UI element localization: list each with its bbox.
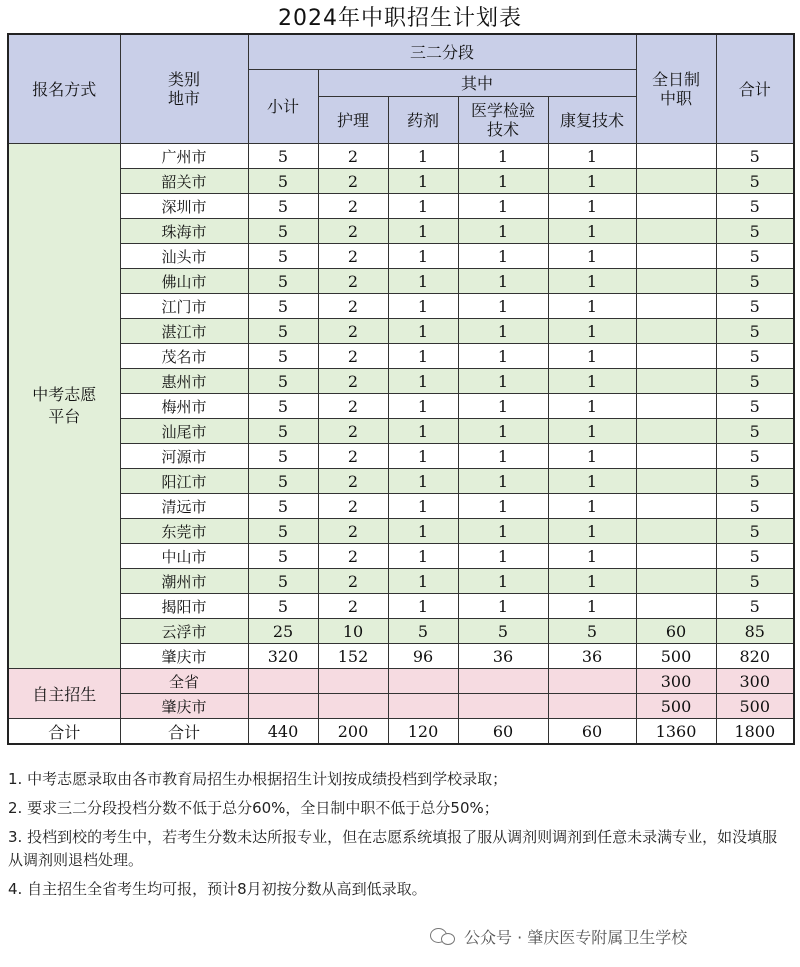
platform-label-line1: 中考志愿 — [32, 385, 97, 404]
rehab-cell: 1 — [548, 469, 636, 494]
total-cell: 500 — [716, 694, 794, 719]
pharmacy-cell: 1 — [388, 194, 458, 219]
table-row — [8, 369, 794, 394]
grand-total-row — [8, 719, 794, 745]
total-cell: 5 — [716, 469, 794, 494]
header-method: 报名方式 — [8, 34, 120, 144]
header-lab-line1: 医学检验 — [470, 101, 535, 120]
city-cell: 揭阳市 — [120, 594, 248, 619]
grand-total-rehab: 60 — [548, 719, 636, 745]
total-cell: 5 — [716, 219, 794, 244]
lab-cell: 1 — [458, 269, 548, 294]
subtotal-cell: 5 — [248, 144, 318, 169]
table-row — [8, 244, 794, 269]
fulltime-cell — [636, 344, 716, 369]
table-row — [8, 694, 794, 719]
table-row — [8, 194, 794, 219]
pharmacy-cell: 1 — [388, 394, 458, 419]
nursing-cell: 152 — [318, 644, 388, 669]
watermark — [430, 922, 687, 950]
city-cell: 茂名市 — [120, 344, 248, 369]
subtotal-cell: 5 — [248, 594, 318, 619]
subtotal-cell: 5 — [248, 219, 318, 244]
nursing-cell: 2 — [318, 194, 388, 219]
table-row — [8, 144, 794, 169]
rehab-cell: 1 — [548, 144, 636, 169]
city-cell: 东莞市 — [120, 519, 248, 544]
self-enroll-label: 自主招生 — [8, 669, 120, 719]
city-cell: 韶关市 — [120, 169, 248, 194]
pharmacy-cell: 1 — [388, 519, 458, 544]
lab-cell: 1 — [458, 194, 548, 219]
watermark-text: 公众号 · 肇庆医专附属卫生学校 — [464, 927, 688, 947]
pharmacy-cell: 1 — [388, 444, 458, 469]
city-cell: 中山市 — [120, 544, 248, 569]
lab-cell: 1 — [458, 569, 548, 594]
nursing-cell: 2 — [318, 144, 388, 169]
city-cell: 湛江市 — [120, 319, 248, 344]
subtotal-cell: 5 — [248, 269, 318, 294]
fulltime-cell — [636, 169, 716, 194]
nursing-cell: 10 — [318, 619, 388, 644]
lab-cell: 1 — [458, 144, 548, 169]
subtotal-cell: 5 — [248, 469, 318, 494]
empty-cell — [318, 669, 388, 694]
total-cell: 820 — [716, 644, 794, 669]
empty-cell — [248, 694, 318, 719]
empty-cell — [458, 694, 548, 719]
note-4: 4. 自主招生全省考生均可报，预计8月初按分数从高到低录取。 — [8, 880, 427, 898]
nursing-cell: 2 — [318, 219, 388, 244]
pharmacy-cell: 1 — [388, 569, 458, 594]
rehab-cell: 1 — [548, 519, 636, 544]
fulltime-cell — [636, 419, 716, 444]
pharmacy-cell: 1 — [388, 544, 458, 569]
total-cell: 5 — [716, 269, 794, 294]
pharmacy-cell: 1 — [388, 244, 458, 269]
lab-cell: 1 — [458, 519, 548, 544]
subtotal-cell: 5 — [248, 394, 318, 419]
page-title: 2024年中职招生计划表 — [278, 6, 522, 31]
grand-total-city: 合计 — [120, 719, 248, 745]
lab-cell: 1 — [458, 169, 548, 194]
table-row — [8, 294, 794, 319]
city-cell: 珠海市 — [120, 219, 248, 244]
rehab-cell: 1 — [548, 244, 636, 269]
city-cell: 汕头市 — [120, 244, 248, 269]
total-cell: 85 — [716, 619, 794, 644]
total-cell: 5 — [716, 344, 794, 369]
total-cell: 5 — [716, 169, 794, 194]
city-cell: 广州市 — [120, 144, 248, 169]
header-fulltime-line2: 中职 — [660, 89, 693, 108]
table-row — [8, 669, 794, 694]
lab-cell: 1 — [458, 444, 548, 469]
table-row — [8, 444, 794, 469]
total-cell: 5 — [716, 244, 794, 269]
lab-cell: 1 — [458, 494, 548, 519]
total-cell: 300 — [716, 669, 794, 694]
table-row — [8, 569, 794, 594]
empty-cell — [548, 669, 636, 694]
fulltime-cell — [636, 244, 716, 269]
fulltime-cell — [636, 369, 716, 394]
pharmacy-cell: 1 — [388, 319, 458, 344]
subtotal-cell: 5 — [248, 244, 318, 269]
fulltime-cell — [636, 219, 716, 244]
nursing-cell: 2 — [318, 269, 388, 294]
total-cell: 5 — [716, 319, 794, 344]
fulltime-cell — [636, 194, 716, 219]
lab-cell: 1 — [458, 469, 548, 494]
grand-total-fulltime: 1360 — [636, 719, 716, 745]
city-cell: 佛山市 — [120, 269, 248, 294]
nursing-cell: 2 — [318, 569, 388, 594]
fulltime-cell: 500 — [636, 694, 716, 719]
subtotal-cell: 5 — [248, 294, 318, 319]
header-pharmacy: 药剂 — [388, 97, 458, 144]
pharmacy-cell: 1 — [388, 219, 458, 244]
empty-cell — [318, 694, 388, 719]
rehab-cell: 1 — [548, 269, 636, 294]
subtotal-cell: 25 — [248, 619, 318, 644]
subtotal-cell: 5 — [248, 194, 318, 219]
table-row — [8, 269, 794, 294]
fulltime-cell — [636, 394, 716, 419]
subtotal-cell: 320 — [248, 644, 318, 669]
total-cell: 5 — [716, 394, 794, 419]
nursing-cell: 2 — [318, 169, 388, 194]
fulltime-cell — [636, 269, 716, 294]
fulltime-cell — [636, 519, 716, 544]
city-cell: 潮州市 — [120, 569, 248, 594]
wechat-icon — [430, 926, 456, 946]
fulltime-cell — [636, 594, 716, 619]
pharmacy-cell: 5 — [388, 619, 458, 644]
lab-cell: 1 — [458, 294, 548, 319]
total-cell: 5 — [716, 444, 794, 469]
notes — [8, 768, 792, 907]
rehab-cell: 1 — [548, 319, 636, 344]
table-row — [8, 469, 794, 494]
header-city: 地市 — [167, 89, 200, 108]
total-cell: 5 — [716, 144, 794, 169]
fulltime-cell — [636, 319, 716, 344]
grand-total-total: 1800 — [716, 719, 794, 745]
nursing-cell: 2 — [318, 344, 388, 369]
subtotal-cell: 5 — [248, 544, 318, 569]
total-cell: 5 — [716, 519, 794, 544]
pharmacy-cell: 1 — [388, 294, 458, 319]
nursing-cell: 2 — [318, 319, 388, 344]
header-rehab: 康复技术 — [548, 97, 636, 144]
city-cell: 汕尾市 — [120, 419, 248, 444]
grand-total-pharmacy: 120 — [388, 719, 458, 745]
header-fulltime-line1: 全日制 — [652, 70, 701, 89]
subtotal-cell: 5 — [248, 519, 318, 544]
subtotal-cell: 5 — [248, 344, 318, 369]
city-cell: 云浮市 — [120, 619, 248, 644]
fulltime-cell — [636, 444, 716, 469]
empty-cell — [388, 669, 458, 694]
grand-total-nursing: 200 — [318, 719, 388, 745]
empty-cell — [548, 694, 636, 719]
pharmacy-cell: 1 — [388, 469, 458, 494]
header-category-city — [120, 34, 248, 144]
table-row — [8, 494, 794, 519]
city-cell: 肇庆市 — [120, 694, 248, 719]
city-cell: 全省 — [120, 669, 248, 694]
lab-cell: 5 — [458, 619, 548, 644]
fulltime-cell: 500 — [636, 644, 716, 669]
nursing-cell: 2 — [318, 494, 388, 519]
pharmacy-cell: 1 — [388, 369, 458, 394]
lab-cell: 1 — [458, 319, 548, 344]
pharmacy-cell: 1 — [388, 269, 458, 294]
lab-cell: 1 — [458, 344, 548, 369]
lab-cell: 1 — [458, 394, 548, 419]
rehab-cell: 1 — [548, 369, 636, 394]
rehab-cell: 1 — [548, 594, 636, 619]
total-cell: 5 — [716, 294, 794, 319]
city-cell: 惠州市 — [120, 369, 248, 394]
city-cell: 清远市 — [120, 494, 248, 519]
total-cell: 5 — [716, 419, 794, 444]
nursing-cell: 2 — [318, 444, 388, 469]
nursing-cell: 2 — [318, 469, 388, 494]
lab-cell: 1 — [458, 544, 548, 569]
total-cell: 5 — [716, 569, 794, 594]
pharmacy-cell: 1 — [388, 419, 458, 444]
rehab-cell: 1 — [548, 569, 636, 594]
total-cell: 5 — [716, 369, 794, 394]
pharmacy-cell: 1 — [388, 594, 458, 619]
table-row — [8, 519, 794, 544]
lab-cell: 1 — [458, 244, 548, 269]
pharmacy-cell: 1 — [388, 344, 458, 369]
table-row — [8, 219, 794, 244]
table-row — [8, 319, 794, 344]
enrollment-plan-table — [7, 33, 795, 745]
table-row — [8, 544, 794, 569]
note-1: 1. 中考志愿录取由各市教育局招生办根据招生计划按成绩投档到学校录取； — [8, 770, 508, 788]
city-cell: 肇庆市 — [120, 644, 248, 669]
table-row — [8, 644, 794, 669]
city-cell: 河源市 — [120, 444, 248, 469]
pharmacy-cell: 96 — [388, 644, 458, 669]
header-nursing: 护理 — [318, 97, 388, 144]
fulltime-cell — [636, 544, 716, 569]
total-cell: 5 — [716, 544, 794, 569]
nursing-cell: 2 — [318, 519, 388, 544]
subtotal-cell: 5 — [248, 569, 318, 594]
subtotal-cell: 5 — [248, 494, 318, 519]
table-row — [8, 419, 794, 444]
grand-total-label: 合计 — [8, 719, 120, 745]
rehab-cell: 1 — [548, 419, 636, 444]
header-lab — [458, 97, 548, 144]
total-cell: 5 — [716, 594, 794, 619]
note-2: 2. 要求三二分段投档分数不低于总分60%，全日制中职不低于总分50%； — [8, 799, 499, 817]
header-lab-line2: 技术 — [486, 120, 519, 139]
subtotal-cell: 5 — [248, 419, 318, 444]
rehab-cell: 1 — [548, 444, 636, 469]
nursing-cell: 2 — [318, 369, 388, 394]
lab-cell: 36 — [458, 644, 548, 669]
platform-label — [8, 144, 120, 669]
nursing-cell: 2 — [318, 419, 388, 444]
rehab-cell: 1 — [548, 344, 636, 369]
grand-total-subtotal: 440 — [248, 719, 318, 745]
rehab-cell: 1 — [548, 294, 636, 319]
header-among: 其中 — [318, 70, 636, 97]
header-category: 类别 — [167, 70, 200, 89]
subtotal-cell: 5 — [248, 369, 318, 394]
nursing-cell: 2 — [318, 594, 388, 619]
empty-cell — [388, 694, 458, 719]
empty-cell — [458, 669, 548, 694]
fulltime-cell — [636, 294, 716, 319]
fulltime-cell — [636, 494, 716, 519]
table-row — [8, 394, 794, 419]
empty-cell — [248, 669, 318, 694]
rehab-cell: 1 — [548, 169, 636, 194]
lab-cell: 1 — [458, 594, 548, 619]
lab-cell: 1 — [458, 419, 548, 444]
fulltime-cell: 60 — [636, 619, 716, 644]
fulltime-cell — [636, 144, 716, 169]
pharmacy-cell: 1 — [388, 169, 458, 194]
header-fulltime — [636, 34, 716, 144]
city-cell: 江门市 — [120, 294, 248, 319]
city-cell: 梅州市 — [120, 394, 248, 419]
nursing-cell: 2 — [318, 244, 388, 269]
fulltime-cell — [636, 469, 716, 494]
subtotal-cell: 5 — [248, 319, 318, 344]
fulltime-cell — [636, 569, 716, 594]
subtotal-cell: 5 — [248, 444, 318, 469]
header-three-two: 三二分段 — [248, 34, 636, 70]
rehab-cell: 1 — [548, 194, 636, 219]
table-row — [8, 169, 794, 194]
table-row — [8, 594, 794, 619]
lab-cell: 1 — [458, 219, 548, 244]
header-total: 合计 — [716, 34, 794, 144]
rehab-cell: 1 — [548, 219, 636, 244]
table-row — [8, 344, 794, 369]
rehab-cell: 1 — [548, 544, 636, 569]
lab-cell: 1 — [458, 369, 548, 394]
pharmacy-cell: 1 — [388, 494, 458, 519]
rehab-cell: 5 — [548, 619, 636, 644]
nursing-cell: 2 — [318, 394, 388, 419]
nursing-cell: 2 — [318, 544, 388, 569]
header-subtotal: 小计 — [248, 70, 318, 144]
subtotal-cell: 5 — [248, 169, 318, 194]
city-cell: 阳江市 — [120, 469, 248, 494]
rehab-cell: 36 — [548, 644, 636, 669]
rehab-cell: 1 — [548, 394, 636, 419]
nursing-cell: 2 — [318, 294, 388, 319]
rehab-cell: 1 — [548, 494, 636, 519]
table-row — [8, 619, 794, 644]
fulltime-cell: 300 — [636, 669, 716, 694]
platform-label-line2: 平台 — [48, 407, 81, 426]
pharmacy-cell: 1 — [388, 144, 458, 169]
grand-total-lab: 60 — [458, 719, 548, 745]
city-cell: 深圳市 — [120, 194, 248, 219]
total-cell: 5 — [716, 194, 794, 219]
note-3: 3. 投档到校的考生中，若考生分数未达所报专业，但在志愿系统填报了服从调剂则调剂到任意未录满专业，如没填服从调剂则退档处理。 — [8, 828, 778, 869]
total-cell: 5 — [716, 494, 794, 519]
